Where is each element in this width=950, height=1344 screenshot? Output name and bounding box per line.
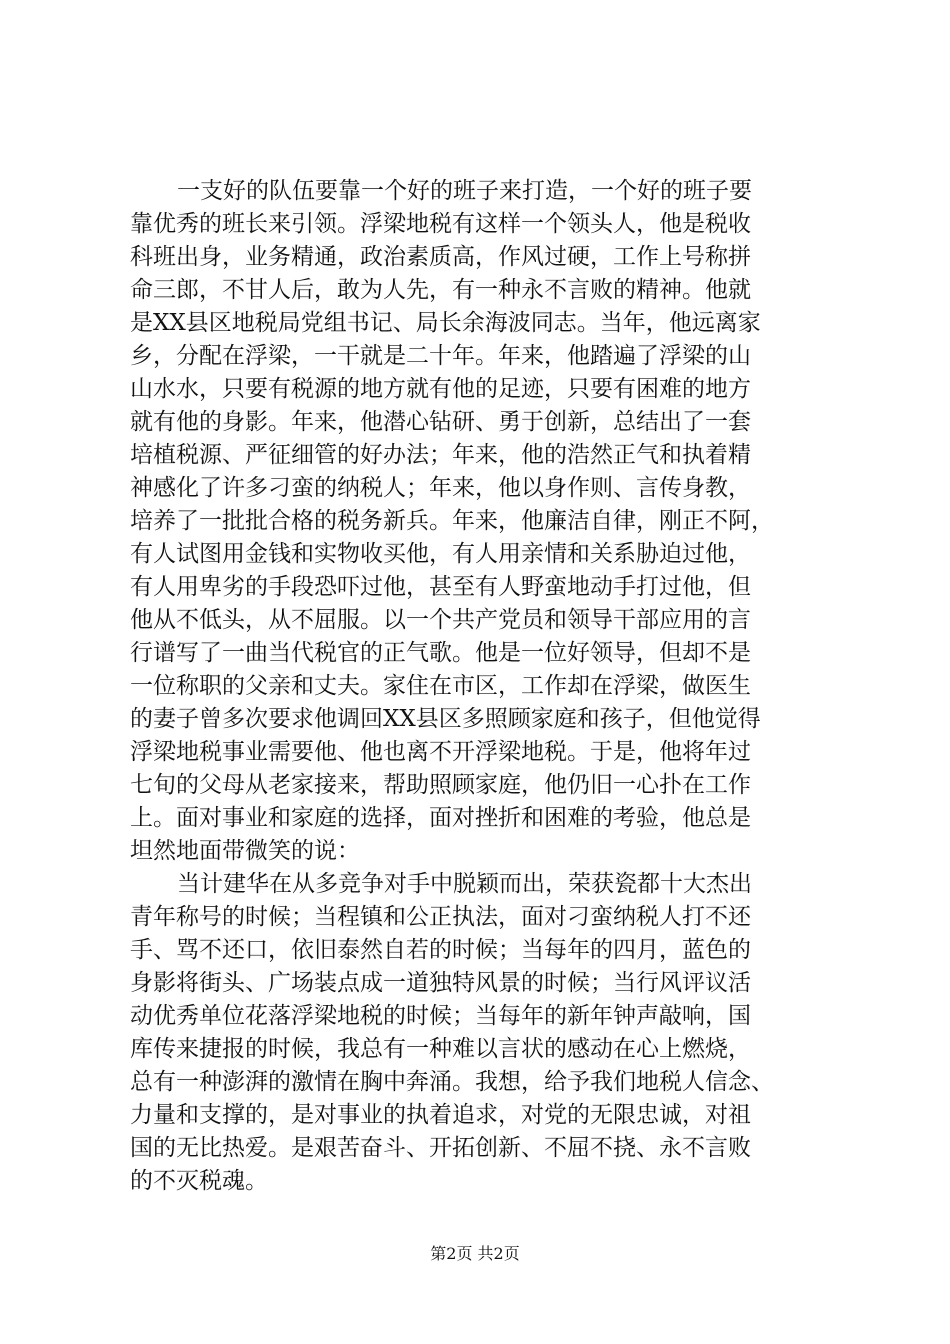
text-line: 浮梁地税事业需要他、他也离不开浮梁地税。于是，他将年过 <box>130 739 751 765</box>
text-line: 身影将街头、广场装点成一道独特风景的时候；当行风评议活 <box>130 970 751 996</box>
text-line: 动优秀单位花落浮梁地税的时候；当每年的新年钟声敲响，国 <box>130 1003 751 1029</box>
document-body <box>130 175 830 1198</box>
text-line: 培养了一批批合格的税务新兵。年来，他廉洁自律，刚正不阿， <box>130 508 774 534</box>
text-line: 行谱写了一曲当代税官的正气歌。他是一位好领导，但却不是 <box>130 640 751 666</box>
text-line: 当计建华在从多竞争对手中脱颖而出，荣获瓷都十大杰出 <box>177 871 752 897</box>
text-line: 青年称号的时候；当程镇和公正执法，面对刁蛮纳税人打不还 <box>130 904 751 930</box>
text-line: 有人用卑劣的手段恐吓过他，甚至有人野蛮地动手打过他，但 <box>130 574 751 600</box>
text-line: 一支好的队伍要靠一个好的班子来打造，一个好的班子要 <box>177 178 752 204</box>
text-line: 总有一种澎湃的激情在胸中奔涌。我想，给予我们地税人信念、 <box>130 1069 774 1095</box>
text-line: 力量和支撑的，是对事业的执着追求，对党的无限忠诚，对祖 <box>130 1102 751 1128</box>
page-number-footer: 第2页 共2页 <box>430 1244 520 1263</box>
text-line: 库传来捷报的时候，我总有一种难以言状的感动在心上燃烧， <box>130 1036 751 1062</box>
text-line: 国的无比热爱。是艰苦奋斗、开拓创新、不屈不挠、永不言败 <box>130 1135 751 1161</box>
text-line: 是XX县区地税局党组书记、局长余海波同志。当年，他远离家 <box>130 310 761 336</box>
text-line: 山水水，只要有税源的地方就有他的足迹，只要有困难的地方 <box>130 376 751 402</box>
text-line: 一位称职的父亲和丈夫。家住在市区，工作却在浮梁，做医生 <box>130 673 751 699</box>
text-line: 手、骂不还口，依旧泰然自若的时候；当每年的四月，蓝色的 <box>130 937 751 963</box>
text-line: 的不灭税魂。 <box>130 1168 268 1194</box>
text-line: 科班出身，业务精通，政治素质高，作风过硬，工作上号称拼 <box>130 244 751 270</box>
text-line: 命三郎，不甘人后，敢为人先，有一种永不言败的精神。他就 <box>130 277 751 303</box>
text-line: 的妻子曾多次要求他调回XX县区多照顾家庭和孩子，但他觉得 <box>130 706 761 732</box>
text-line: 神感化了许多刁蛮的纳税人；年来，他以身作则、言传身教， <box>130 475 751 501</box>
text-line: 乡，分配在浮梁，一干就是二十年。年来，他踏遍了浮梁的山 <box>130 343 751 369</box>
paragraph-2 <box>130 868 830 1198</box>
paragraph-1 <box>130 175 830 868</box>
text-line: 他从不低头，从不屈服。以一个共产党员和领导干部应用的言 <box>130 607 751 633</box>
text-line: 有人试图用金钱和实物收买他，有人用亲情和关系胁迫过他， <box>130 541 751 567</box>
text-line: 坦然地面带微笑的说： <box>130 838 360 864</box>
text-line: 七旬的父母从老家接来，帮助照顾家庭，他仍旧一心扑在工作 <box>130 772 751 798</box>
text-line: 培植税源、严征细管的好办法；年来，他的浩然正气和执着精 <box>130 442 751 468</box>
text-line: 上。面对事业和家庭的选择，面对挫折和困难的考验，他总是 <box>130 805 751 831</box>
text-line: 靠优秀的班长来引领。浮梁地税有这样一个领头人，他是税收 <box>130 211 751 237</box>
text-line: 就有他的身影。年来，他潜心钻研、勇于创新，总结出了一套 <box>130 409 751 435</box>
